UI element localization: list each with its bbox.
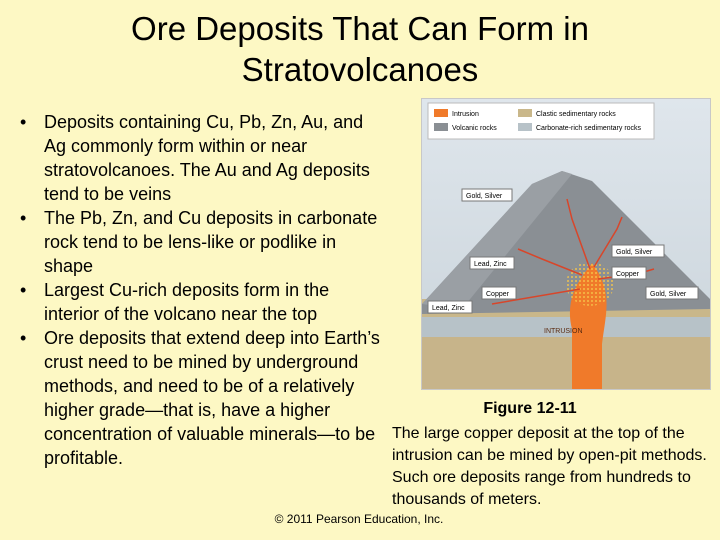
bullet-item: [18, 278, 383, 326]
legend-swatch-volcanic: [434, 123, 448, 131]
bullet-item: [18, 206, 383, 278]
label-gold-silver-right: Gold, Silver: [616, 249, 653, 256]
bullet-item: [18, 326, 383, 470]
bullet-item: [18, 110, 383, 206]
bullet-text: Largest Cu-rich deposits form in the interior of the volcano near the top: [44, 280, 330, 324]
bullet-dot: •: [20, 280, 27, 300]
slide-title: Ore Deposits That Can Form in Stratovolcanoes: [131, 10, 589, 88]
label-intrusion: INTRUSION: [544, 328, 583, 335]
label-copper-left: Copper: [486, 291, 509, 298]
legend: [428, 103, 654, 139]
label-gold-silver-top: Gold, Silver: [466, 193, 503, 200]
legend-box: [428, 103, 654, 139]
bullet-text: Ore deposits that extend deep into Earth’s crust need to be mined by underground methods, and need to be of a relatively higher grade—that is, have a higher concentration of valuable minerals—to be profitable.: [44, 328, 380, 468]
legend-carbonate: Carbonate-rich sedimentary rocks: [536, 125, 642, 132]
bullet-dot: •: [20, 328, 27, 348]
label-gold-silver-lower: Gold, Silver: [650, 291, 687, 298]
legend-swatch-intrusion: [434, 109, 448, 117]
legend-swatch-clastic: [518, 109, 532, 117]
bullet-dot: •: [20, 112, 27, 132]
bullet-text: The Pb, Zn, and Cu deposits in carbonate rock tend to be lens-like or podlike in shape: [44, 208, 378, 276]
bullet-text: Deposits containing Cu, Pb, Zn, Au, and Ag commonly form within or near stratovolcanoes. The Au and Ag deposits tend to be veins: [44, 112, 370, 204]
label-lead-zinc-lower: Lead, Zinc: [432, 305, 465, 312]
copyright-notice: © 2011 Pearson Education, Inc.: [274, 512, 444, 526]
stratovolcano-figure: [421, 98, 711, 390]
figure-caption: The large copper deposit at the top of the intrusion can be mined by open-pit methods. Such ore deposits range from hundreds to thousands of meters.: [392, 425, 707, 508]
bullet-list: [18, 110, 383, 470]
legend-volcanic: Volcanic rocks: [452, 125, 497, 132]
legend-clastic: Clastic sedimentary rocks: [536, 111, 616, 118]
stratovolcano-diagram: [422, 99, 710, 389]
legend-swatch-carbonate: [518, 123, 532, 131]
bullet-dot: •: [20, 208, 27, 228]
basement-layer: [422, 337, 710, 389]
label-lead-zinc-upper: Lead, Zinc: [474, 261, 507, 268]
label-copper-right: Copper: [616, 271, 639, 278]
legend-intrusion: Intrusion: [452, 111, 479, 118]
figure-label: Figure 12-11: [483, 400, 577, 417]
